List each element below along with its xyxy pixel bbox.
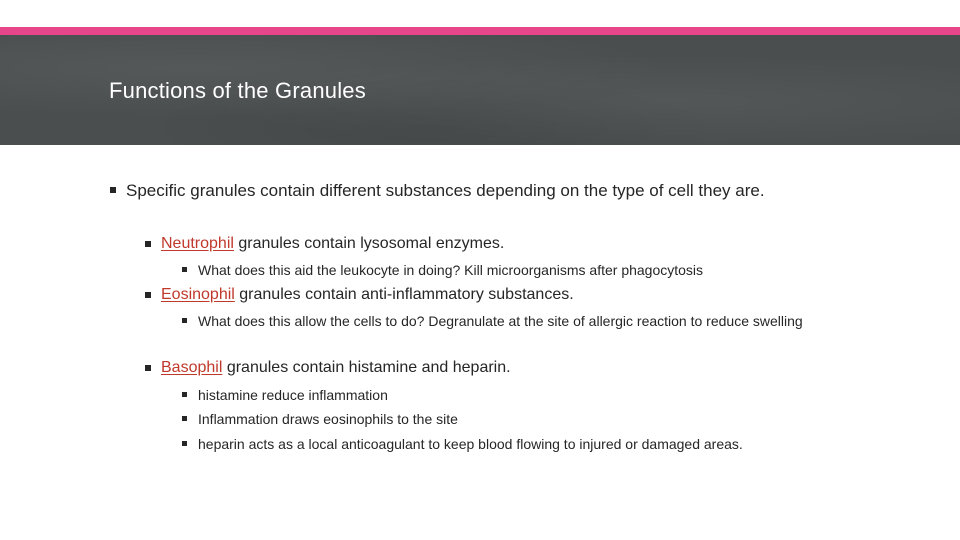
slide-title: Functions of the Granules bbox=[109, 78, 366, 103]
sub-bullet-basophil-0 bbox=[182, 384, 862, 406]
sub-bullet-neutrophil-0 bbox=[182, 259, 862, 281]
bullet-marker bbox=[182, 267, 187, 272]
eosinophil-description: granules contain anti-inflammatory substances. bbox=[234, 286, 574, 303]
sub-bullet-text: Inflammation draws eosinophils to the site bbox=[198, 411, 458, 427]
bullet-neutrophil-text bbox=[161, 234, 504, 254]
bullet-marker bbox=[182, 416, 187, 421]
bullet-marker bbox=[145, 241, 151, 247]
bullet-neutrophil bbox=[145, 234, 865, 254]
bullet-eosinophil-text bbox=[161, 285, 574, 305]
bullet-intro-text: Specific granules contain different substances depending on the type of cell they are. bbox=[126, 181, 765, 200]
bullet-basophil bbox=[145, 358, 865, 378]
sub-bullet-basophil-2 bbox=[182, 433, 862, 455]
term-neutrophil: Neutrophil bbox=[161, 235, 234, 252]
bullet-marker bbox=[145, 292, 151, 298]
bullet-marker bbox=[110, 187, 116, 193]
bullet-marker bbox=[182, 441, 187, 446]
bullet-marker bbox=[145, 365, 151, 371]
sub-bullet-text: histamine reduce inflammation bbox=[198, 387, 388, 403]
sub-bullet-basophil-1 bbox=[182, 408, 862, 430]
bullet-basophil-text bbox=[161, 358, 511, 378]
sub-bullet-text: What does this allow the cells to do? Degranulate at the site of allergic reaction to reduce swelling bbox=[198, 313, 803, 329]
basophil-description: granules contain histamine and heparin. bbox=[222, 359, 511, 376]
term-basophil: Basophil bbox=[161, 359, 223, 376]
sub-bullet-eosinophil-0 bbox=[182, 310, 862, 332]
neutrophil-description: granules contain lysosomal enzymes. bbox=[233, 235, 505, 252]
sub-bullet-text: heparin acts as a local anticoagulant to keep blood flowing to injured or damaged areas. bbox=[198, 436, 743, 452]
bullet-marker bbox=[182, 318, 187, 323]
bullet-eosinophil bbox=[145, 285, 865, 305]
bullet-intro bbox=[110, 180, 870, 202]
sub-bullet-text: What does this aid the leukocyte in doing? Kill microorganisms after phagocytosis bbox=[198, 262, 704, 278]
bullet-marker bbox=[182, 392, 187, 397]
term-eosinophil: Eosinophil bbox=[161, 286, 235, 303]
